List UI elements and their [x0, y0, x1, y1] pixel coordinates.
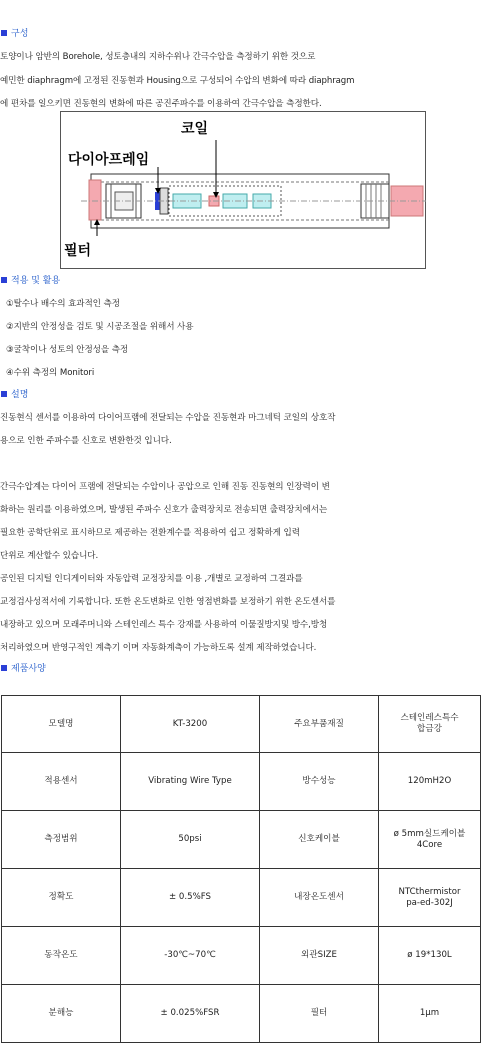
spec-label-cell: 내장온도센서 [260, 869, 379, 927]
description-line-9: 내장하고 있으며 모래주머니와 스테인레스 특수 강재를 사용하여 이물질방지및 방수,방청 [0, 620, 328, 630]
spec-table-row [2, 869, 481, 927]
spec-table-row [2, 985, 481, 1043]
application-item-4: ④수위 측정의 Monitori [6, 368, 95, 378]
spec-label-cell: 주요부품재질 [260, 696, 379, 753]
spec-value-cell: KT-3200 [121, 696, 260, 753]
composition-line-3: 에 편차를 일으키면 진동현의 변화에 따른 공진주파수를 이용하여 간극수압을 측정한다. [0, 99, 322, 109]
spec-value-cell: 1μm [379, 985, 481, 1043]
spec-label-cell: 신호케이블 [260, 811, 379, 869]
spec-value-cell: ± 0.025%FSR [121, 985, 260, 1043]
section-heading-spec: 제품사양 [1, 661, 46, 674]
spec-value-cell: 50psi [121, 811, 260, 869]
description-line-4: 화하는 원리를 이용하였으며, 발생된 주파수 신호가 출력장치로 전송되면 출력장치에서는 [0, 505, 328, 515]
spec-table [1, 695, 481, 1043]
application-item-2: ②지반의 안정성을 검토 및 시공조절을 위해서 사용 [6, 322, 194, 332]
section-heading-application: 적용 및 활용 [1, 273, 60, 286]
spec-label-cell: 분해능 [2, 985, 121, 1043]
spec-value-cell: 스테인레스특수 합금강 [379, 696, 481, 753]
spec-value-cell: ± 0.5%FS [121, 869, 260, 927]
spec-table-row [2, 753, 481, 811]
spec-value-cell: ø 5mm실드케이블 4Core [379, 811, 481, 869]
filter-label: 필터 [64, 243, 92, 259]
spec-value-cell: 120mH2O [379, 753, 481, 811]
square-bullet-icon [1, 665, 7, 671]
spec-table-row [2, 811, 481, 869]
spec-label-cell: 모델명 [2, 696, 121, 753]
description-line-6: 단위로 계산할수 있습니다. [0, 551, 99, 561]
application-item-1: ①탈수나 배수의 효과적인 측정 [6, 299, 120, 309]
spec-label-cell: 측정범위 [2, 811, 121, 869]
spec-label-cell: 정확도 [2, 869, 121, 927]
diaphragm-label: 다이아프레임 [68, 152, 150, 168]
description-line-7: 공인된 디지털 인디게이터와 자동압력 교정장치를 이용 ,개별로 교정하여 그결과를 [0, 574, 303, 584]
spec-table-row [2, 696, 481, 753]
spec-label-cell: 필터 [260, 985, 379, 1043]
spec-value-cell: -30℃~70℃ [121, 927, 260, 985]
sensor-cross-section-figure [60, 111, 426, 269]
description-line-1: 진동현식 센서를 이용하여 다이어프램에 전달되는 수압을 진동현과 마그네틱 코일의 상호작 [0, 413, 336, 423]
spec-value-cell: NTCthermistor pa-ed-302J [379, 869, 481, 927]
description-line-2: 용으로 인한 주파수를 신호로 변환한것 입니다. [0, 436, 172, 446]
description-line-5: 필요한 공학단위로 표시하므로 제공하는 전환계수를 적용하여 쉽고 정확하게 입력 [0, 528, 300, 538]
spec-value-cell: ø 19*130L [379, 927, 481, 985]
spec-label-cell: 외관SIZE [260, 927, 379, 985]
square-bullet-icon [1, 391, 7, 397]
coil-label: 코일 [181, 121, 209, 137]
spec-label-cell: 방수성능 [260, 753, 379, 811]
spec-value-cell: Vibrating Wire Type [121, 753, 260, 811]
section-heading-description: 설명 [1, 387, 28, 400]
composition-line-1: 토양이나 암반의 Borehole, 성토층내의 지하수위나 간극수압을 측정하기 위한 것으로 [0, 52, 316, 62]
application-item-3: ③굴착이나 성토의 안정성을 측정 [6, 345, 129, 355]
spec-label-cell: 적용센서 [2, 753, 121, 811]
section-heading-composition: 구성 [1, 26, 28, 39]
description-line-8: 교정검사성적서에 기록합니다. 또한 온도변화로 인한 영점변화를 보정하기 위한 온도센서를 [0, 597, 336, 607]
sensor-drawing [61, 112, 427, 270]
description-line-3: 간극수압계는 다이어 프램에 전달되는 수압이나 공압으로 인해 진동 진동현의 인장력이 변 [0, 482, 330, 492]
composition-line-2: 예민한 diaphragm에 고정된 진동현과 Housing으로 구성되어 수압의 변화에 따라 diaphragm [0, 76, 355, 86]
square-bullet-icon [1, 30, 7, 36]
description-line-10: 처리하였으며 반영구적인 계측기 이며 자동화계측이 가능하도록 설계 제작하였습니다. [0, 643, 317, 653]
spec-label-cell: 동작온도 [2, 927, 121, 985]
square-bullet-icon [1, 277, 7, 283]
spec-table-row [2, 927, 481, 985]
